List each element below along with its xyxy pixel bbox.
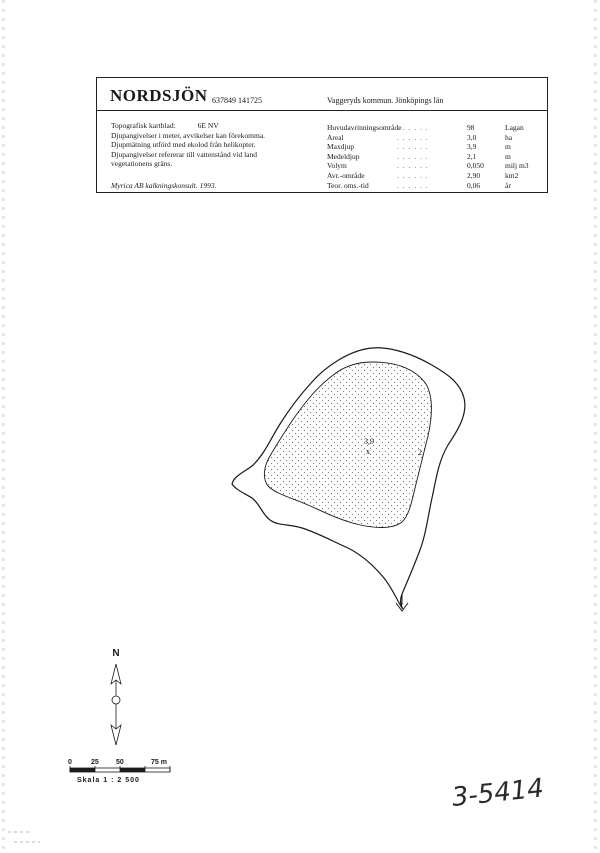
note-line: Djupangivelser i meter, avvikelser kan förekomma. [111, 130, 266, 140]
stat-unit: år [505, 180, 511, 190]
scale-tick-label: 0 [68, 759, 72, 766]
stat-leader-dots: . . . . . . [397, 161, 429, 171]
scan-crop-mark [8, 832, 40, 842]
stat-value: 3,0 [467, 132, 477, 142]
stat-unit: ha [505, 132, 513, 142]
contour-depth-label: 2 [418, 448, 422, 457]
scale-ratio: Skala 1 : 2 500 [77, 777, 140, 784]
stat-leader-dots: . . . . . . [397, 123, 429, 132]
stat-label: Areal [327, 132, 344, 142]
handwritten-archive-number: 3-5414 [450, 773, 546, 813]
municipality: Vaggeryds kommun. Jönköpings län [327, 96, 444, 105]
stat-leader-dots: . . . . . . [397, 142, 429, 152]
stat-label: Avr.-område [327, 170, 365, 180]
stat-unit: Lagan [505, 123, 524, 132]
stat-unit: m [505, 142, 511, 152]
map-reference-label: Topografisk kartblad: [111, 121, 176, 130]
stat-label: Huvudavrinningsområde [327, 123, 402, 132]
compass-circle-icon [112, 696, 120, 704]
stat-leader-dots: . . . . . . [397, 170, 429, 180]
stat-label: Volym [327, 161, 347, 171]
lake-coordinates: 637849 141725 [212, 96, 262, 105]
stat-label: Maxdjup [327, 142, 355, 152]
stat-value: 2,90 [467, 170, 481, 180]
max-depth-marker: x [366, 447, 370, 456]
scale-tick-label: 25 [91, 759, 99, 766]
survey-credit: Myrica AB kalkningskonsult. 1993. [111, 180, 217, 190]
stat-unit: milj m3 [505, 161, 529, 171]
stat-value: 0,06 [467, 180, 481, 190]
lake-name: NORDSJÖN [110, 86, 208, 105]
note-line: Djupmätning utförd med ekolod från helikopter. [111, 140, 256, 150]
map-reference-value: 6E NV [197, 121, 219, 130]
note-line: Djupangivelser refererar till vattenstånd vid land [111, 149, 257, 159]
stat-unit: m [505, 151, 511, 161]
stat-value: 98 [467, 123, 475, 132]
stat-value: 0,050 [467, 161, 484, 171]
north-label: N [112, 648, 120, 659]
scale-bar-segment [70, 768, 95, 772]
stat-value: 3,9 [467, 142, 477, 152]
stat-label: Teor. oms.-tid [327, 180, 369, 190]
stat-leader-dots: . . . . . . [397, 151, 429, 161]
stat-value: 2,1 [467, 151, 477, 161]
stat-leader-dots: . . . . . . [397, 132, 429, 142]
max-depth-label: 3,9 [364, 437, 374, 446]
stat-label: Medeldjup [327, 151, 360, 161]
stat-unit: km2 [505, 170, 519, 180]
scale-bar-segment [120, 768, 145, 772]
note-line: vegetationens gräns. [111, 159, 173, 169]
stat-leader-dots: . . . . . . [397, 180, 429, 190]
scale-tick-label: 50 [116, 759, 124, 766]
scale-tick-label: 75 m [151, 759, 167, 766]
